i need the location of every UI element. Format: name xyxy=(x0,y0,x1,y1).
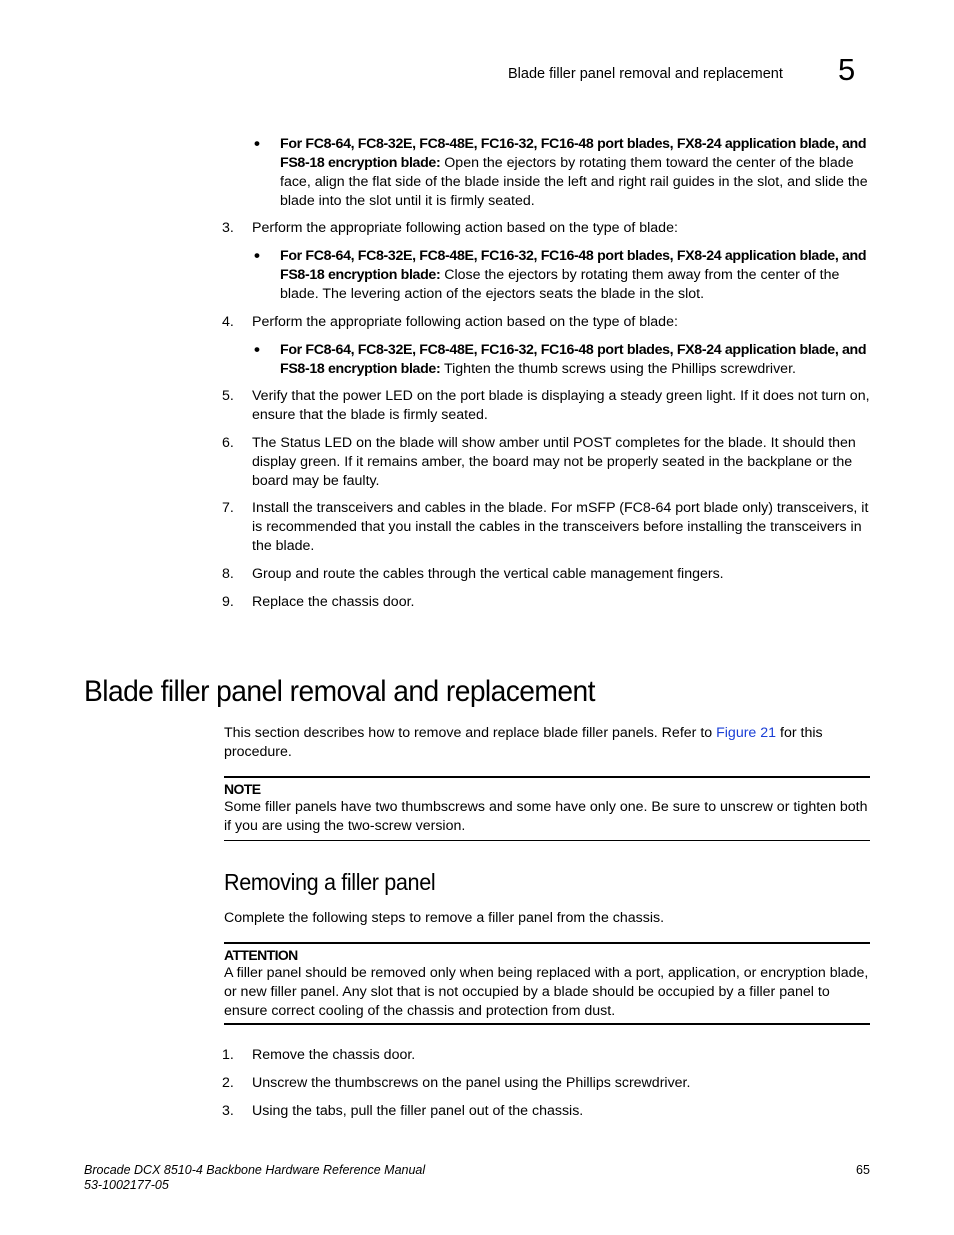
running-header-title: Blade filler panel removal and replacement xyxy=(508,66,783,82)
step-text: Group and route the cables through the vertical cable management fingers. xyxy=(252,566,724,582)
step-item xyxy=(222,499,872,556)
step-number: 2. xyxy=(222,1075,234,1091)
step-number: 7. xyxy=(222,500,234,516)
bullet-item xyxy=(280,341,872,379)
bullet-text: Tighten the thumb screws using the Phillips screwdriver. xyxy=(444,361,796,377)
note-text: Some filler panels have two thumbscrews and some have only one. Be sure to unscrew or tighten both if you are using the two-screw version. xyxy=(224,799,868,834)
step-number: 6. xyxy=(222,435,234,451)
note-top-rule xyxy=(224,776,870,778)
note-label: NOTE xyxy=(224,781,261,797)
step-text: Using the tabs, pull the filler panel out of the chassis. xyxy=(252,1103,584,1119)
bullet-text: Open the ejectors by rotating them toward the center of the blade face, align the flat side of the blade inside the left and right rail guides in the slot, and slide the blade into the slot until it is firmly seated. xyxy=(280,155,868,209)
footer-manual-title: Brocade DCX 8510-4 Backbone Hardware Reference Manual xyxy=(84,1163,426,1177)
intro-text: This section describes how to remove and replace blade filler panels. Refer to xyxy=(224,725,713,741)
step-number: 3. xyxy=(222,220,234,236)
subsection-heading: Removing a filler panel xyxy=(224,869,436,895)
section-intro xyxy=(224,724,872,762)
step-number: 8. xyxy=(222,566,234,582)
bullet-text: Close the ejectors by rotating them away from the center of the blade. The levering action of the ejectors seats the blade in the slot. xyxy=(280,267,840,302)
bullet-bold-lead: For FC8-64, FC8-32E, FC8-48E, FC16-32, FC16-48 port blades, FX8-24 application blade, and FS8-18 encryption blade: xyxy=(280,248,867,283)
step-item xyxy=(222,219,872,238)
intro-text-end: for this procedure. xyxy=(224,725,823,760)
step-text: Install the transceivers and cables in the blade. For mSFP (FC8-64 port blade only) transceivers, it is recommended that you install the cables in the transceivers before installing the transceivers in the blade. xyxy=(252,500,869,554)
bullet-bold-lead: For FC8-64, FC8-32E, FC8-48E, FC16-32, FC16-48 port blades, FX8-24 application blade, and FS8-18 encryption blade: xyxy=(280,342,867,377)
step-item xyxy=(222,1074,872,1093)
step-number: 9. xyxy=(222,594,234,610)
attention-top-rule xyxy=(224,942,870,944)
step-text: Remove the chassis door. xyxy=(252,1047,416,1063)
step-number: 1. xyxy=(222,1047,234,1063)
bullet-item xyxy=(280,135,872,211)
attention-text: A filler panel should be removed only when being replaced with a port, application, or encryption blade, or new filler panel. Any slot that is not occupied by a blade should be occupied by a filler panel to ensure correct cooling of the chassis and protection from dust. xyxy=(224,965,869,1019)
step-text: The Status LED on the blade will show amber until POST completes for the blade. It should then display green. If it remains amber, the board may not be properly seated in the backplane or the board may be faulty. xyxy=(252,435,856,489)
note-bottom-rule xyxy=(224,840,870,841)
footer-page-number: 65 xyxy=(856,1163,870,1177)
step-number: 4. xyxy=(222,314,234,330)
figure-link[interactable]: Figure 21 xyxy=(716,725,777,741)
attention-label: ATTENTION xyxy=(224,947,298,963)
step-item xyxy=(222,1102,872,1121)
step-item xyxy=(222,387,872,425)
step-text: Replace the chassis door. xyxy=(252,594,415,610)
subsection-intro: Complete the following steps to remove a filler panel from the chassis. xyxy=(224,910,665,926)
chapter-number: 5 xyxy=(838,52,856,87)
step-text: Verify that the power LED on the port blade is displaying a steady green light. If it does not turn on, ensure that the blade is firmly seated. xyxy=(252,388,870,423)
step-item xyxy=(222,434,872,491)
bullet-bold-lead: For FC8-64, FC8-32E, FC8-48E, FC16-32, FC16-48 port blades, FX8-24 application blade, and FS8-18 encryption blade: xyxy=(280,136,867,171)
step-number: 5. xyxy=(222,388,234,404)
section-heading: Blade filler panel removal and replacement xyxy=(84,675,595,708)
footer-doc-number: 53-1002177-05 xyxy=(84,1178,169,1192)
step-text: Perform the appropriate following action based on the type of blade: xyxy=(252,220,678,236)
step-item xyxy=(222,565,872,584)
step-text: Perform the appropriate following action based on the type of blade: xyxy=(252,314,678,330)
step-item xyxy=(222,1046,872,1065)
step-text: Unscrew the thumbscrews on the panel using the Phillips screwdriver. xyxy=(252,1075,691,1091)
step-item xyxy=(222,593,872,612)
bullet-item xyxy=(280,247,872,304)
attention-bottom-rule xyxy=(224,1023,870,1025)
step-item xyxy=(222,313,872,332)
step-number: 3. xyxy=(222,1103,234,1119)
